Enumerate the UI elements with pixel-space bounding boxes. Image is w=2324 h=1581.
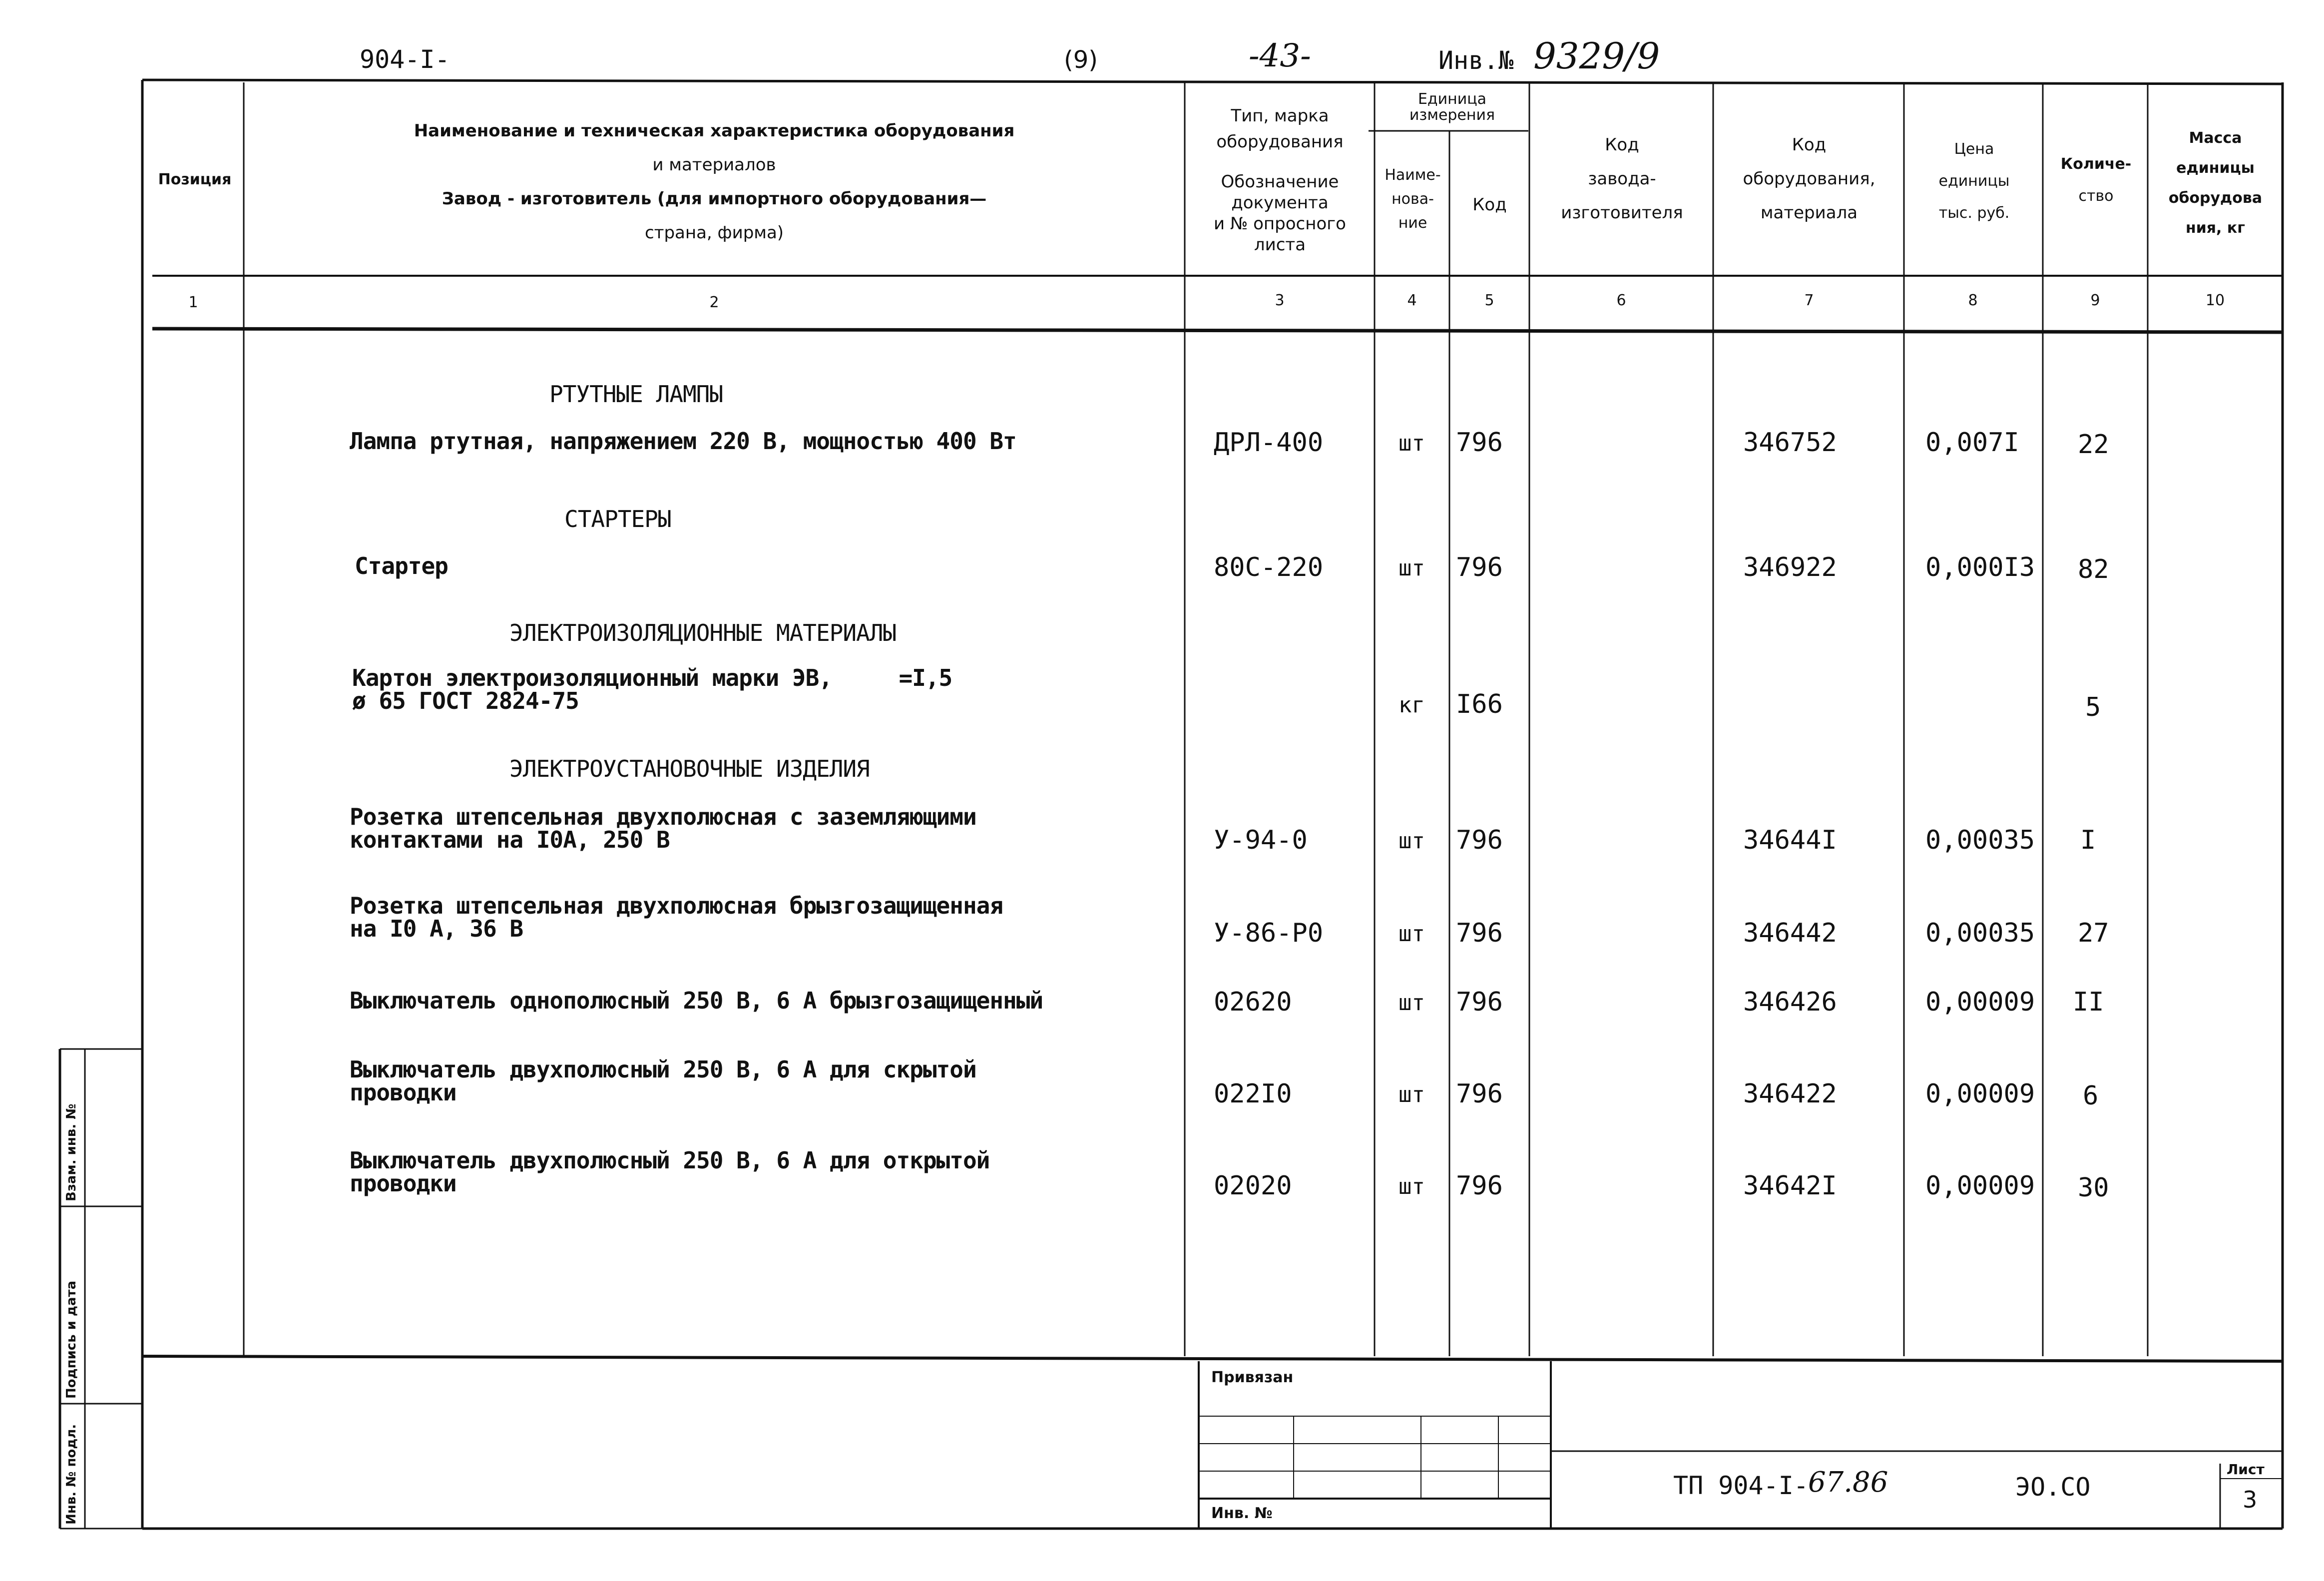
row-unit-code: 796 [1456,428,1503,458]
header-equip-line2: оборудования, [1743,169,1875,189]
row-price: 0,00009 [1925,987,2035,1017]
row-unit: шт [1398,431,1425,456]
row-type: 02620 [1214,987,1292,1017]
row-unit-code: I66 [1456,689,1503,719]
header-price-line1: Цена [1954,140,1994,158]
row-name: Картон электроизоляционный марки ЭВ, =I,5 ø 65 ГОСТ 2824-75 [352,664,952,714]
row-qty: II [2073,987,2104,1017]
row-type: 02020 [1214,1171,1292,1201]
header-unit-line2: измерения [1409,106,1495,124]
header-type-line3: Обозначение [1221,172,1339,192]
row-qty: 22 [2078,430,2109,460]
stamp-inv-no: Инв. № [1211,1505,1273,1522]
inventory-number: 9329/9 [1533,35,1660,77]
row-equip-code: 34644I [1743,825,1837,855]
row-unit: шт [1398,555,1425,581]
stamp-doc-code-hand: 67.86 [1808,1466,1888,1499]
row-price: 0,00009 [1925,1171,2035,1201]
row-unit-code: 796 [1456,825,1503,855]
section-heading: ЭЛЕКТРОИЗОЛЯЦИОННЫЕ МАТЕРИАЛЫ [509,619,897,646]
col-number: 5 [1484,292,1494,309]
header-unit-name-line2: нова- [1392,190,1434,208]
header-type-line2: оборудования [1216,132,1344,152]
header-plant-line2: завода- [1588,169,1656,189]
col-number: 9 [2090,292,2100,309]
row-name: Выключатель однополюсный 250 В, 6 А брызгозащищенный [350,987,1043,1014]
row-equip-code: 34642I [1743,1171,1837,1201]
row-qty: 5 [2085,692,2101,722]
row-type: 022I0 [1214,1079,1292,1109]
header-type-line6: листа [1254,235,1306,255]
row-price: 0,00035 [1925,918,2035,948]
stamp-sheet-code: ЭО.СО [2015,1473,2091,1502]
row-price: 0,00009 [1925,1079,2035,1109]
header-unit-line1: Единица [1417,90,1487,108]
header-type-line1: Тип, марка [1231,106,1329,126]
row-unit-code: 796 [1456,552,1503,582]
row-name: Лампа ртутная, напряжением 220 В, мощностью 400 Вт [350,428,1016,455]
col-number: 7 [1804,292,1814,309]
stamp-doc-code: ТП 904-I- [1673,1471,1809,1500]
side-vzam: Взам. инв. № [64,1103,79,1201]
header-price-line3: тыс. руб. [1938,204,2010,222]
doc-series: 904-I- [360,45,450,74]
header-mass-line4: ния, кг [2186,219,2245,237]
row-unit-code: 796 [1456,987,1503,1017]
row-equip-code: 346442 [1743,918,1837,948]
row-unit: шт [1398,1174,1425,1199]
row-unit: шт [1398,1082,1425,1107]
stamp-list-number: 3 [2243,1486,2258,1513]
stamp-privyazan: Привязан [1211,1369,1294,1386]
header-plant-line3: изготовителя [1561,203,1683,223]
row-type: У-94-0 [1214,825,1308,855]
header-name-line2: и материалов [652,155,776,175]
row-qty: I [2080,825,2096,855]
row-qty: 27 [2078,918,2109,948]
col-number: 10 [2205,292,2225,309]
header-mass-line1: Масса [2189,129,2242,147]
row-name: Розетка штепсельная двухполюсная с заземляющими контактами на I0А, 250 В [350,803,976,853]
row-unit: шт [1398,828,1425,854]
col-number: 4 [1407,292,1417,309]
row-unit: шт [1398,921,1425,947]
header-unit-name-line1: Наиме- [1385,166,1441,184]
header-qty-line1: Количе- [2060,155,2132,173]
inventory-label: Инв.№ [1438,46,1514,75]
header-name-line4: страна, фирма) [644,223,784,243]
stamp-list-label: Лист [2227,1461,2265,1478]
header-name-line3: Завод - изготовитель (для импортного оборудования— [442,189,987,209]
header-name-line1: Наименование и техническая характеристика оборудования [414,121,1015,141]
header-price-line2: единицы [1938,172,2010,190]
row-unit: шт [1398,990,1425,1016]
row-name: Стартер [355,552,448,579]
col-number: 8 [1968,292,1978,309]
sheet-number: (9) [1064,46,1098,74]
side-podpis: Подпись и дата [64,1280,79,1399]
row-type: ДРЛ-400 [1214,428,1324,458]
section-heading: РТУТНЫЕ ЛАМПЫ [549,381,723,408]
row-price: 0,000I3 [1925,552,2035,582]
row-name: Выключатель двухполюсный 250 В, 6 А для скрытой проводки [350,1056,976,1106]
row-qty: 82 [2078,554,2109,584]
row-equip-code: 346752 [1743,428,1837,458]
header-equip-line1: Код [1792,135,1827,155]
header-position: Позиция [158,171,232,188]
header-mass-line3: оборудова [2168,189,2263,207]
row-unit: кг [1398,692,1425,718]
row-price: 0,007I [1925,428,2019,458]
row-unit-code: 796 [1456,1079,1503,1109]
row-type: 80С-220 [1214,552,1324,582]
row-price: 0,00035 [1925,825,2035,855]
header-unit-name-line3: ние [1398,214,1427,232]
section-heading: СТАРТЕРЫ [564,506,671,532]
row-equip-code: 346426 [1743,987,1837,1017]
header-type-line5: и № опросного [1214,214,1346,234]
row-qty: 6 [2083,1081,2099,1111]
col-number: 3 [1275,292,1285,309]
header-plant-line1: Код [1605,135,1639,155]
header-equip-line3: материала [1760,203,1858,223]
row-equip-code: 346922 [1743,552,1837,582]
header-type-line4: документа [1231,193,1329,213]
col-number: 6 [1616,292,1626,309]
row-unit-code: 796 [1456,918,1503,948]
page-mark: -43- [1249,37,1311,74]
row-type: У-86-Р0 [1214,918,1324,948]
header-qty-line2: ство [2078,187,2114,205]
side-inv-podl: Инв. № подл. [64,1424,79,1525]
row-equip-code: 346422 [1743,1079,1837,1109]
row-name: Розетка штепсельная двухполюсная брызгозащищенная на I0 А, 36 В [350,892,1003,942]
row-name: Выключатель двухполюсный 250 В, 6 А для открытой проводки [350,1147,990,1197]
col-number: 2 [709,294,719,311]
section-heading: ЭЛЕКТРОУСТАНОВОЧНЫЕ ИЗДЕЛИЯ [509,755,870,782]
header-unit-code: Код [1472,195,1507,215]
row-qty: 30 [2078,1173,2109,1203]
col-number: 1 [188,294,198,311]
row-unit-code: 796 [1456,1171,1503,1201]
header-mass-line2: единицы [2176,159,2255,177]
